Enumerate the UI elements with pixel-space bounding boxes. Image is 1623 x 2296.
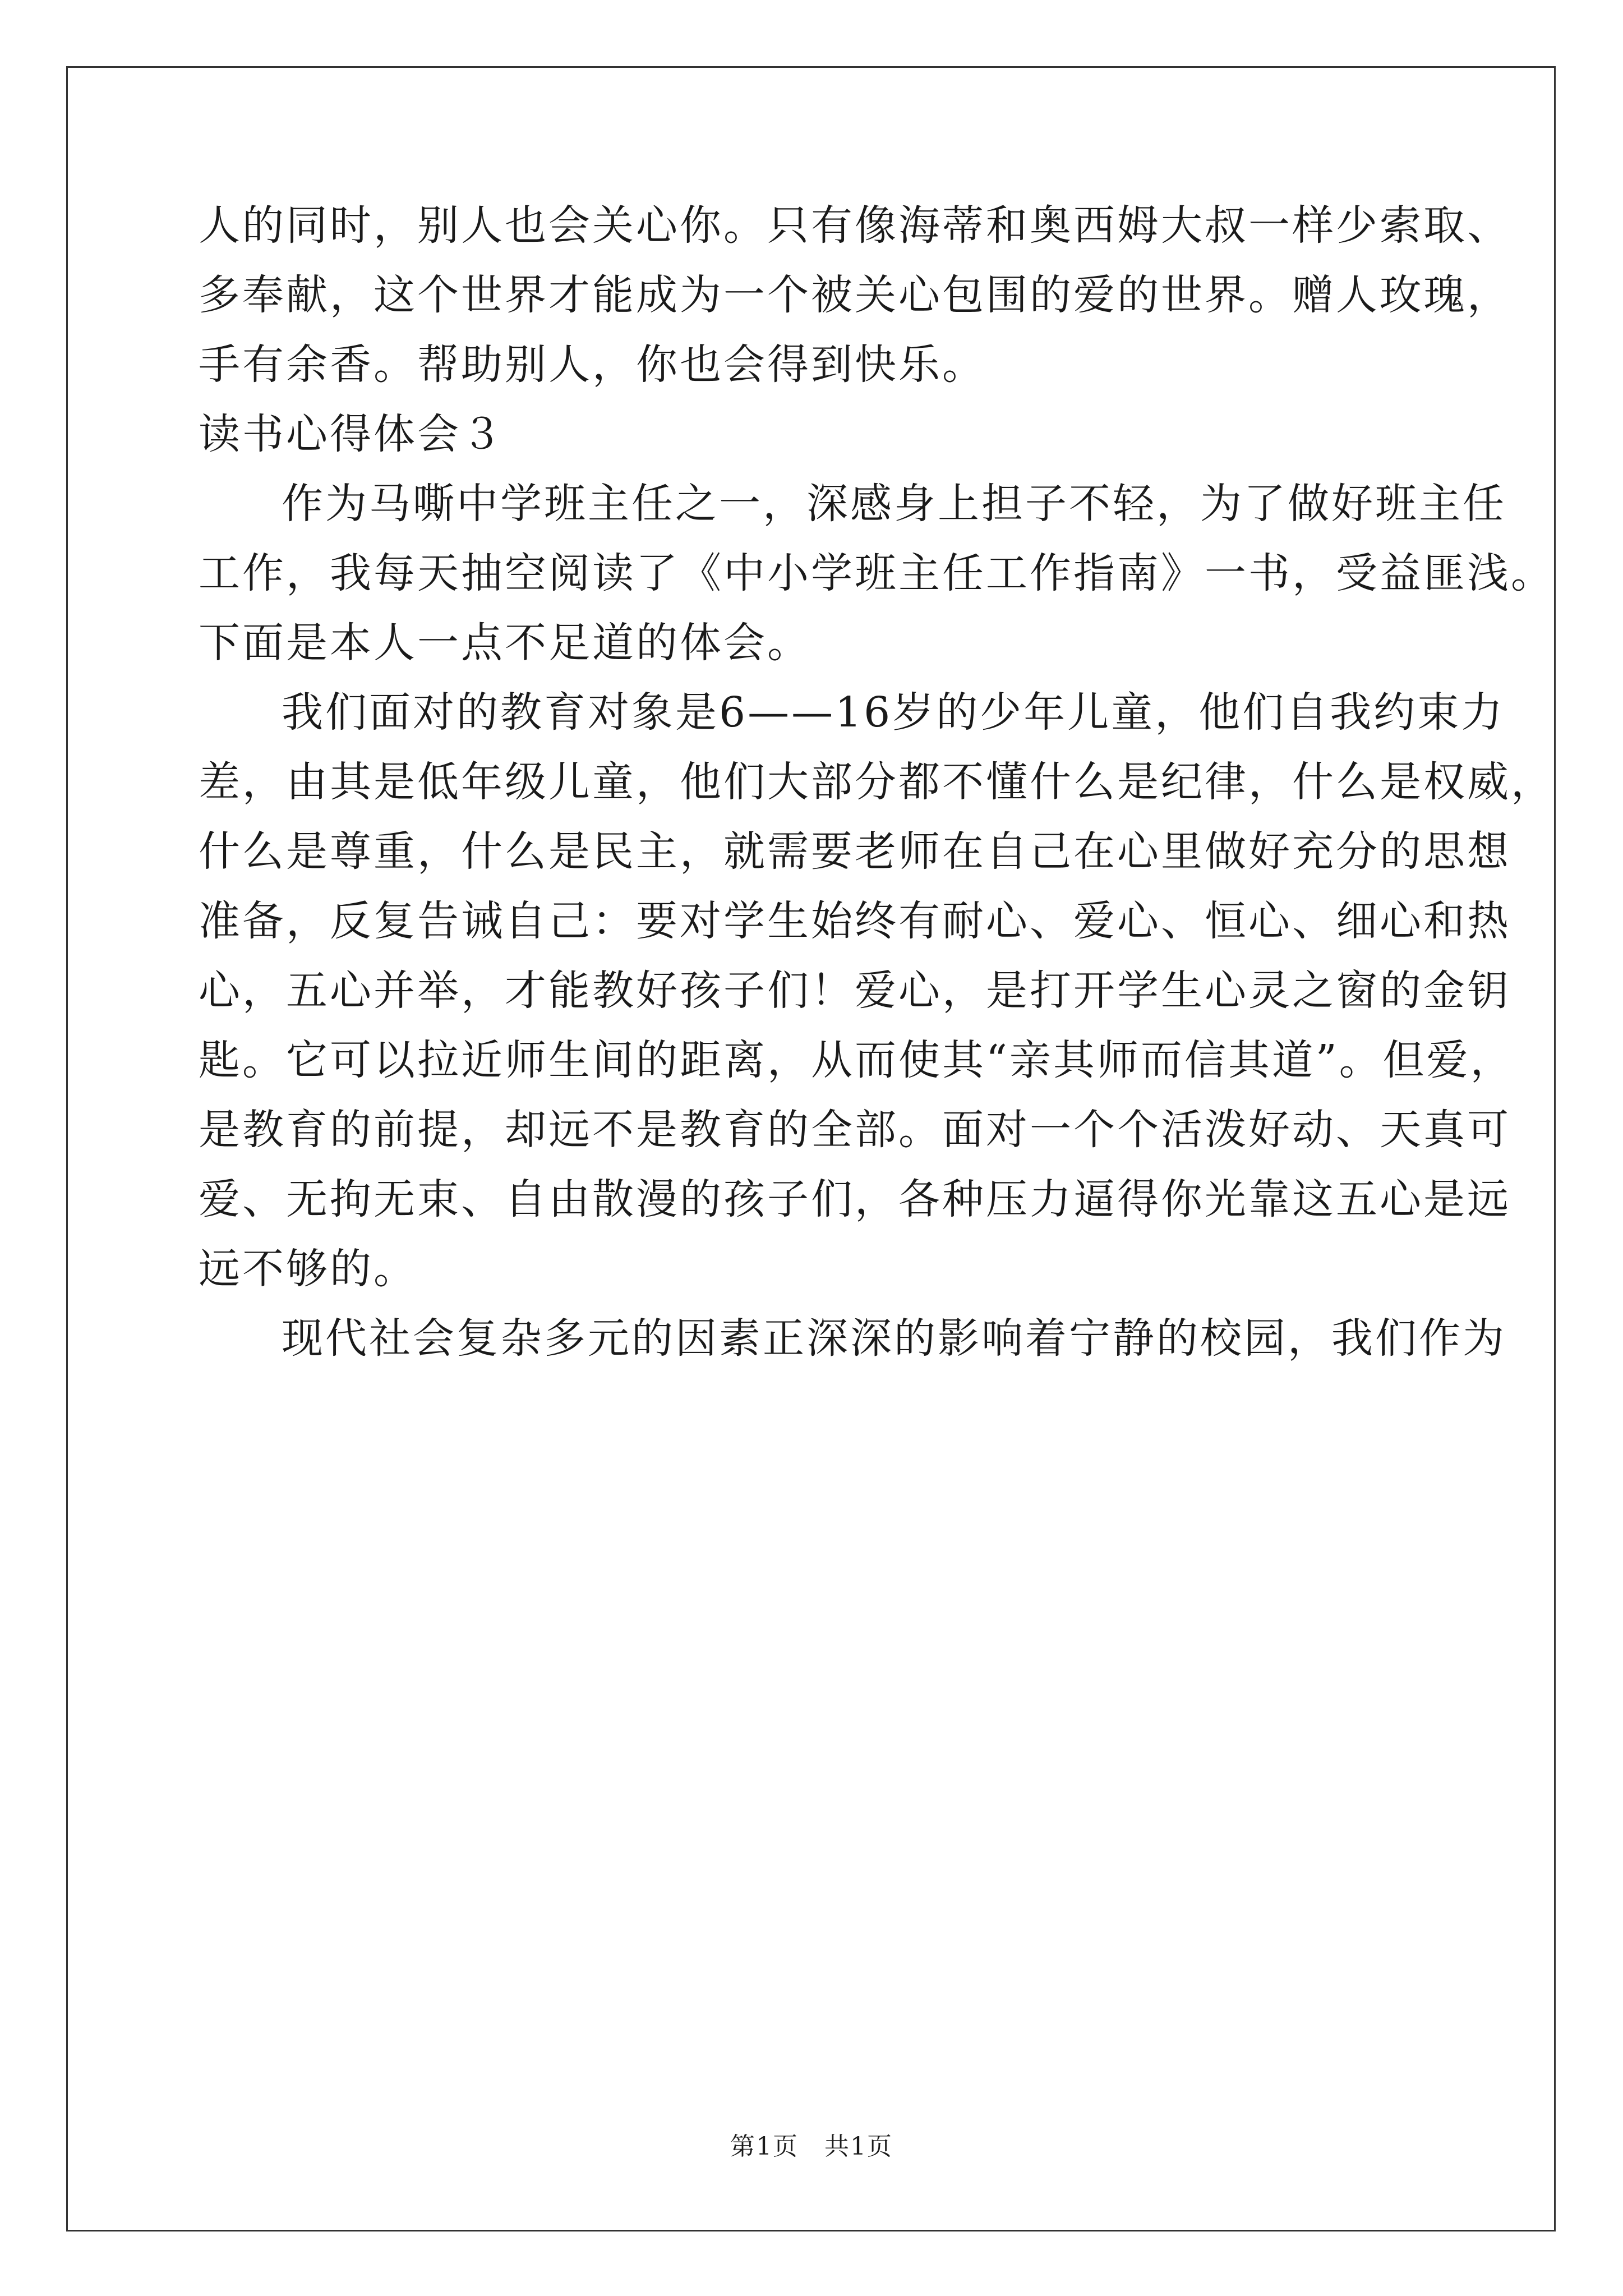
text-line: 人的同时，别人也会关心你。只有像海蒂和奥西姆大叔一样少索取、 bbox=[199, 201, 1511, 250]
page-footer: 第1页 共1页 bbox=[730, 2132, 893, 2161]
text-line: 匙。它可以拉近师生间的距离，从而使其“亲其师而信其道”。但爱， bbox=[199, 1036, 1514, 1084]
section-heading: 读书心得体会３ bbox=[199, 410, 505, 458]
paragraph-3 bbox=[199, 1304, 1506, 1373]
text-line: 准备，反复告诫自己：要对学生始终有耐心、爱心、恒心、细心和热 bbox=[199, 897, 1511, 945]
text-line: 下面是本人一点不足道的体会。 bbox=[199, 619, 811, 667]
paragraph-continued bbox=[199, 191, 1511, 399]
text-line: 手有余香。帮助别人，你也会得到快乐。 bbox=[199, 341, 986, 389]
text-line: 作为马嘶中学班主任之一，深感身上担子不轻，为了做好班主任 bbox=[282, 480, 1506, 528]
text-line: 心，五心并举，才能教好孩子们！爱心，是打开学生心灵之窗的金钥 bbox=[199, 967, 1511, 1015]
text-line: 多奉献，这个世界才能成为一个被关心包围的爱的世界。赠人玫瑰， bbox=[199, 271, 1511, 319]
document-body bbox=[199, 191, 1555, 1373]
text-line: 差，由其是低年级儿童，他们大部分都不懂什么是纪律，什么是权威， bbox=[199, 758, 1555, 806]
text-line: 是教育的前提，却远不是教育的全部。面对一个个活泼好动、天真可 bbox=[199, 1106, 1511, 1154]
text-line: 爱、无拘无束、自由散漫的孩子们，各种压力逼得你光靠这五心是远 bbox=[199, 1175, 1511, 1223]
paragraph-2 bbox=[199, 678, 1555, 1304]
text-line: 什么是尊重，什么是民主，就需要老师在自己在心里做好充分的思想 bbox=[199, 827, 1511, 876]
text-line: 我们面对的教育对象是6——16岁的少年儿童，他们自我约束力 bbox=[282, 688, 1505, 737]
text-line: 远不够的。 bbox=[199, 1245, 417, 1293]
text-line: 工作，我每天抽空阅读了《中小学班主任工作指南》一书，受益匪浅。 bbox=[199, 549, 1555, 597]
paragraph-1 bbox=[199, 469, 1555, 678]
text-line: 现代社会复杂多元的因素正深深的影响着宁静的校园，我们作为 bbox=[282, 1314, 1506, 1363]
